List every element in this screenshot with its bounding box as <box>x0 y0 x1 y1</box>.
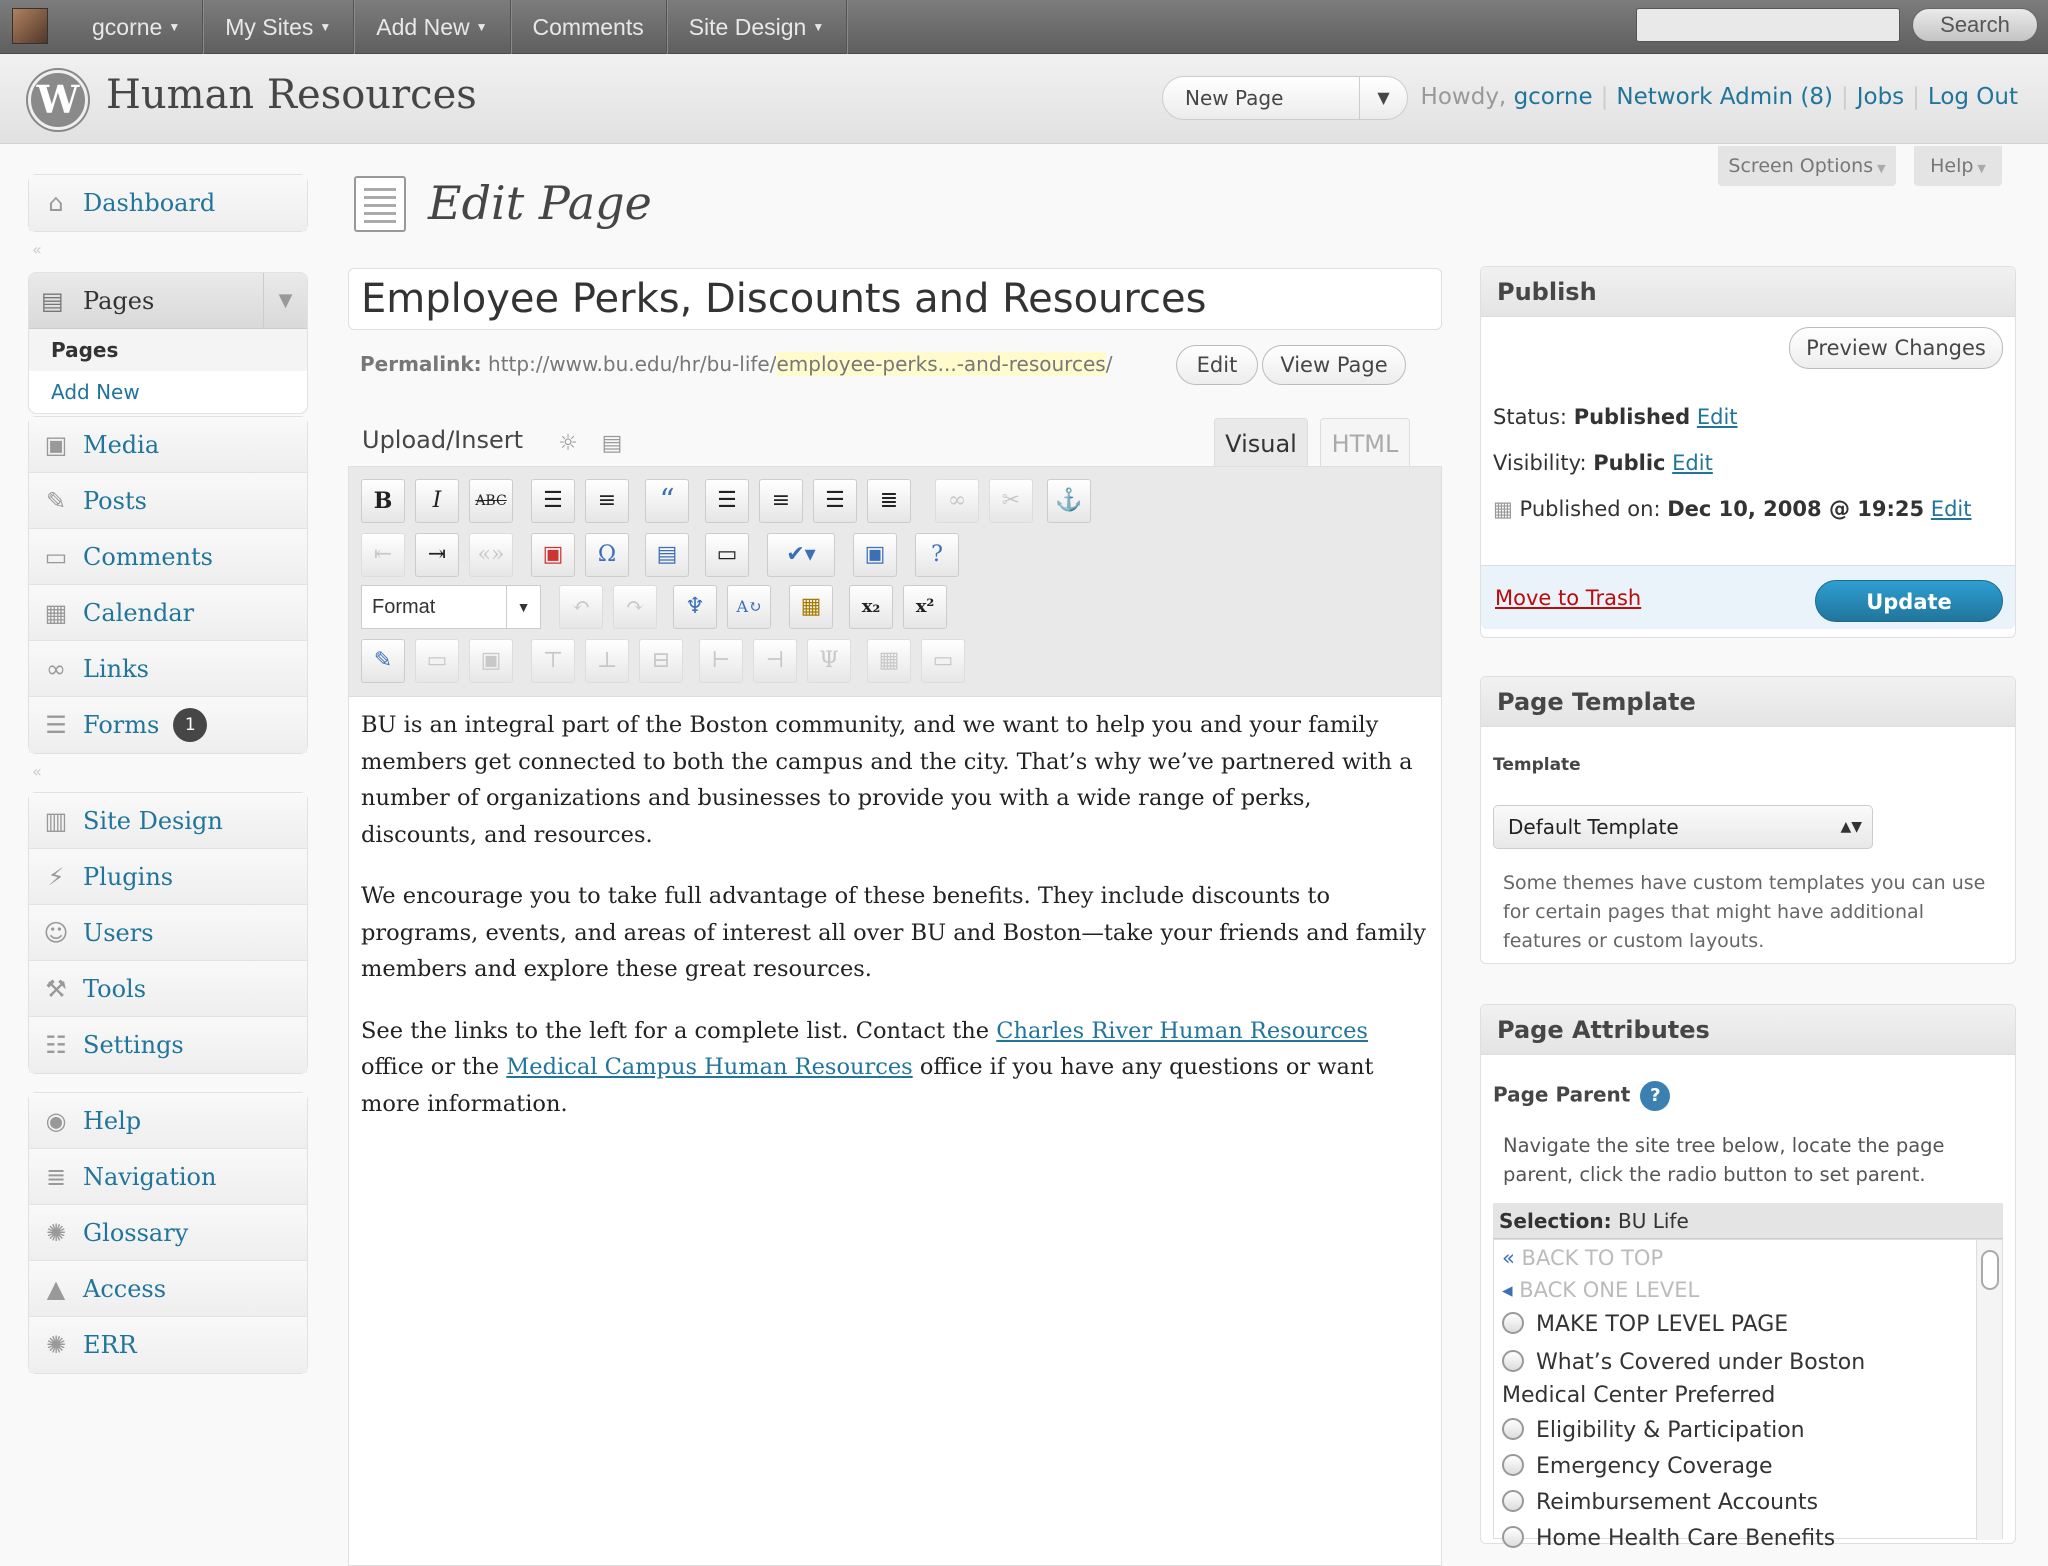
sidebar-item-label: Settings <box>83 1031 184 1059</box>
paste-text-icon[interactable]: ▦ <box>789 585 833 629</box>
page-parent-description: Navigate the site tree below, locate the page parent, click the radio button to set parent. <box>1503 1134 1945 1186</box>
sidebar-item-comments[interactable] <box>29 529 307 585</box>
help-tab-label: Help <box>1930 155 1974 177</box>
submenu-toggle-icon[interactable]: ▼ <box>263 273 307 329</box>
tools-icon: ⚒ <box>45 974 67 1003</box>
sidebar-group-content <box>28 416 308 754</box>
admin-bar-my-sites[interactable] <box>203 0 354 54</box>
admin-bar-my-sites-label: My Sites <box>225 14 314 40</box>
radio-button[interactable] <box>1502 1350 1524 1372</box>
caret-down-icon: ▼ <box>1977 162 1986 175</box>
pin-icon: ✎ <box>45 486 67 515</box>
delete-col-icon[interactable]: Ψ <box>807 639 851 683</box>
content-paragraph <box>361 1013 1431 1123</box>
sidebar-item-err[interactable] <box>29 1317 307 1373</box>
sidebar-item-tools[interactable] <box>29 961 307 1017</box>
strikethrough-icon[interactable]: ABC <box>469 479 513 523</box>
separator: | <box>1600 84 1609 110</box>
lock-icon: ▲ <box>46 1274 66 1303</box>
format-select[interactable] <box>361 585 541 629</box>
tree-scrollbar[interactable] <box>1976 1240 2002 1540</box>
page-title: Edit Page <box>428 176 652 230</box>
content-text: office if you have any questions or want more information. <box>361 1054 1374 1117</box>
sidebar-item-label: Forms <box>83 711 160 739</box>
page-break-icon[interactable]: ▭ <box>705 533 749 577</box>
align-left-icon[interactable]: ☰ <box>705 479 749 523</box>
user-info <box>1421 84 2018 110</box>
publish-actions <box>1481 565 2015 629</box>
sidebar-item-users[interactable] <box>29 905 307 961</box>
page-parent-text: Page Parent <box>1493 1082 1631 1107</box>
subscript-icon[interactable]: x₂ <box>849 585 893 629</box>
double-arrow-left-icon: « <box>1502 1246 1515 1270</box>
selection-label: Selection: <box>1499 1209 1612 1233</box>
tree-item[interactable] <box>1502 1490 1818 1515</box>
sidebar-subitem-add-new[interactable]: Add New <box>29 371 307 413</box>
sidebar-item-label: Plugins <box>83 862 174 891</box>
view-page-button[interactable]: View Page <box>1262 345 1406 385</box>
split-cells-icon[interactable]: ▦ <box>867 639 911 683</box>
admin-bar-comments[interactable] <box>511 0 667 54</box>
sidebar-item-glossary[interactable] <box>29 1205 307 1261</box>
align-justify-icon[interactable]: ≣ <box>867 479 911 523</box>
cite-icon[interactable]: «» <box>469 533 513 577</box>
published-on-row <box>1493 497 1971 521</box>
charles-river-hr-link[interactable]: Charles River Human Resources <box>996 1017 1368 1044</box>
tree-item-label: Eligibility & Participation <box>1536 1418 1805 1443</box>
dropdown-arrow-icon[interactable]: ▼ <box>1359 77 1407 119</box>
sidebar-item-navigation[interactable] <box>29 1149 307 1205</box>
edit-date-link[interactable]: Edit <box>1930 497 1972 521</box>
sidebar-item-label: Media <box>83 430 160 459</box>
merge-cells-icon[interactable]: ▭ <box>921 639 965 683</box>
insert-row-after-icon[interactable]: ⊥ <box>585 639 629 683</box>
preview-changes-button[interactable]: Preview Changes <box>1789 327 2003 369</box>
sidebar-item-label: Site Design <box>83 806 223 835</box>
admin-bar-search-button[interactable]: Search <box>1912 8 2038 42</box>
upload-insert-label: Upload/Insert <box>362 426 524 454</box>
sidebar-item-help[interactable] <box>29 1093 307 1149</box>
sidebar-item-site-design[interactable] <box>29 793 307 849</box>
insert-col-after-icon[interactable]: ⊣ <box>753 639 797 683</box>
admin-bar-user-label: gcorne <box>92 14 163 40</box>
wordpress-logo-icon: W <box>28 70 88 130</box>
italic-icon[interactable]: I <box>415 479 459 523</box>
user-avatar[interactable] <box>12 8 48 44</box>
sidebar-item-pages[interactable] <box>29 273 307 329</box>
permalink-slug[interactable]: employee-perks...-and-resources <box>776 352 1106 376</box>
user-profile-link[interactable]: gcorne <box>1513 84 1593 110</box>
calendar-icon: ▦ <box>44 598 68 627</box>
radio-button[interactable] <box>1502 1526 1524 1548</box>
table-row-props-icon[interactable]: ▭ <box>415 639 459 683</box>
page-attributes-box <box>1480 1004 2016 1551</box>
admin-bar-add-new[interactable] <box>354 0 510 54</box>
find-icon[interactable]: ♆ <box>673 585 717 629</box>
settings-icon: ☷ <box>45 1031 67 1059</box>
align-right-icon[interactable]: ☰ <box>813 479 857 523</box>
caret-down-icon: ▼ <box>1877 162 1886 175</box>
collapse-arrow-icon[interactable]: « <box>32 240 42 259</box>
sidebar-item-label: Dashboard <box>83 189 216 217</box>
editor <box>348 466 1442 1566</box>
permalink <box>360 352 1112 376</box>
tree-item-label: MAKE TOP LEVEL PAGE <box>1536 1312 1789 1337</box>
sidebar-item-label: Access <box>83 1274 167 1303</box>
published-label: Published on: <box>1519 497 1661 521</box>
calendar-icon: ▦ <box>1493 497 1513 521</box>
add-media-icon[interactable]: ☼ <box>558 431 578 456</box>
back-to-top-label: BACK TO TOP <box>1521 1246 1664 1270</box>
visibility-row <box>1493 451 1713 475</box>
page-parent-label <box>1493 1081 1670 1111</box>
template-selected-value: Default Template <box>1508 815 1679 839</box>
screen-options-button[interactable] <box>1718 146 1896 186</box>
help-tab-button[interactable] <box>1914 146 2002 186</box>
glossary-icon: ✺ <box>45 1218 67 1247</box>
sidebar-item-label: Help <box>83 1106 142 1135</box>
permalink-base: http://www.bu.edu/hr/bu-life/ <box>488 352 777 376</box>
sidebar-item-plugins[interactable] <box>29 849 307 905</box>
admin-bar <box>0 0 2048 54</box>
caret-down-icon: ▼ <box>812 20 825 34</box>
admin-bar-search-input[interactable] <box>1636 8 1900 42</box>
sidebar-item-dashboard[interactable] <box>29 175 307 231</box>
page-template-box-title[interactable]: Page Template <box>1481 677 2015 727</box>
sidebar-subitem-pages[interactable]: Pages <box>29 329 307 371</box>
numbered-list-icon[interactable]: ≡ <box>585 479 629 523</box>
publish-box <box>1480 266 2016 638</box>
caret-down-icon: ▼ <box>319 20 332 34</box>
tab-html[interactable]: HTML <box>1320 418 1410 468</box>
sidebar-item-label: Calendar <box>83 598 195 627</box>
spellcheck-icon[interactable]: ✔▾ <box>767 533 835 577</box>
insert-more-icon[interactable]: ▤ <box>645 533 689 577</box>
selection-value: BU Life <box>1618 1209 1689 1233</box>
sidebar-item-label: Glossary <box>83 1218 189 1247</box>
comment-icon: ▭ <box>44 542 68 571</box>
status-row <box>1493 405 1738 429</box>
sidebar-item-label: Posts <box>83 486 147 515</box>
favorite-actions-dropdown[interactable] <box>1162 76 1408 120</box>
sidebar-item-label: Comments <box>83 542 213 571</box>
radio-button[interactable] <box>1502 1490 1524 1512</box>
content-text: See the links to the left for a complete list. Contact the <box>361 1017 997 1044</box>
tree-item-label: Emergency Coverage <box>1536 1454 1773 1479</box>
sidebar-item-access[interactable] <box>29 1261 307 1317</box>
sidebar-item-label: Pages <box>83 286 155 315</box>
screen-options-label: Screen Options <box>1728 155 1874 177</box>
sidebar-item-label: Tools <box>83 974 147 1003</box>
select-arrows-icon: ▲▼ <box>1840 819 1862 835</box>
sidebar-item-posts[interactable] <box>29 473 307 529</box>
site-header <box>0 54 2048 144</box>
separator: | <box>1912 84 1920 110</box>
move-to-trash-link[interactable]: Move to Trash <box>1495 586 1642 610</box>
permalink-tail: / <box>1105 352 1113 376</box>
plugin-icon: ⚡ <box>47 862 65 891</box>
sidebar-item-label: Users <box>83 918 154 947</box>
permalink-label: Permalink: <box>360 352 482 376</box>
separator: | <box>1840 84 1849 110</box>
add-form-icon[interactable]: ▤ <box>601 431 623 456</box>
tree-item[interactable] <box>1502 1346 1922 1412</box>
paste-word-icon[interactable]: ▣ <box>531 533 575 577</box>
back-one-level-link[interactable] <box>1502 1278 1699 1302</box>
edit-page-icon <box>354 176 406 232</box>
sidebar-group-pages <box>28 272 308 414</box>
blockquote-icon[interactable]: “ <box>645 479 689 523</box>
align-center-icon[interactable]: ≡ <box>759 479 803 523</box>
dropdown-arrow-icon: ▼ <box>506 586 540 628</box>
jobs-link[interactable]: Jobs <box>1856 84 1905 110</box>
admin-bar-menu <box>70 0 847 54</box>
insert-row-before-icon[interactable]: ⊤ <box>531 639 575 683</box>
edit-permalink-button[interactable]: Edit <box>1176 345 1258 385</box>
special-character-icon[interactable]: Ω <box>585 533 629 577</box>
howdy-text: Howdy, <box>1420 84 1507 110</box>
tree-item-label: Reimbursement Accounts <box>1536 1490 1819 1515</box>
content-paragraph: BU is an integral part of the Boston community, and we want to help you and your family members get connected to both the campus and the city. That’s why we’ve partnered with a number of organizations and businesses to provide you with a wide range of perks, discounts, and resources. <box>361 712 1413 848</box>
site-title[interactable]: Human Resources <box>106 72 477 118</box>
redo-icon[interactable]: ↷ <box>613 585 657 629</box>
post-title-input[interactable]: Employee Perks, Discounts and Resources <box>348 268 1442 330</box>
tree-item-label: What’s Covered under Boston Medical Center Preferred <box>1502 1350 1866 1408</box>
status-value: Published <box>1573 405 1691 429</box>
undo-icon[interactable]: ↶ <box>559 585 603 629</box>
edit-table-icon[interactable]: ✎ <box>361 639 405 683</box>
navigation-icon: ≣ <box>45 1162 67 1191</box>
bold-icon[interactable]: B <box>361 479 405 523</box>
tab-visual[interactable]: Visual <box>1214 418 1308 468</box>
visibility-label: Visibility: <box>1493 451 1587 475</box>
selection-bar <box>1493 1203 2003 1239</box>
radio-button[interactable] <box>1502 1418 1524 1440</box>
network-admin-link[interactable]: Network Admin (8) <box>1616 84 1833 110</box>
sidebar-item-label: Links <box>83 654 149 683</box>
sidebar-item-settings[interactable] <box>29 1017 307 1073</box>
tree-item[interactable] <box>1502 1312 1788 1337</box>
table-cell-props-icon[interactable]: ▣ <box>469 639 513 683</box>
sidebar-item-label: Navigation <box>83 1162 217 1191</box>
bullet-list-icon[interactable]: ☰ <box>531 479 575 523</box>
visibility-value: Public <box>1593 451 1666 475</box>
media-icon: ▣ <box>44 430 68 459</box>
arrow-left-icon: ◂ <box>1502 1278 1513 1302</box>
publish-box-title[interactable]: Publish <box>1481 267 2015 317</box>
radio-button[interactable] <box>1502 1312 1524 1334</box>
sidebar-group-dashboard <box>28 174 308 232</box>
sidebar-group-extra <box>28 1092 308 1374</box>
forms-icon: ☰ <box>45 711 67 739</box>
site-tree <box>1493 1239 2003 1551</box>
help-icon[interactable]: ? <box>915 533 959 577</box>
caret-down-icon: ▼ <box>168 20 181 34</box>
log-out-link[interactable]: Log Out <box>1927 84 2018 110</box>
sidebar-item-forms[interactable] <box>29 697 307 753</box>
admin-bar-user[interactable] <box>70 0 203 54</box>
question-icon[interactable]: ? <box>1640 1081 1670 1111</box>
edit-status-link[interactable]: Edit <box>1696 405 1738 429</box>
new-page-label: New Page <box>1185 86 1284 110</box>
indent-icon[interactable]: ⇥ <box>415 533 459 577</box>
template-select[interactable] <box>1493 805 1873 849</box>
tree-item-label: Home Health Care Benefits <box>1536 1526 1836 1551</box>
admin-bar-comments-label: Comments <box>532 14 644 40</box>
tree-item[interactable] <box>1502 1418 1805 1443</box>
sidebar-item-links[interactable] <box>29 641 307 697</box>
fullscreen-icon[interactable]: ▣ <box>853 533 897 577</box>
admin-bar-site-design[interactable] <box>667 0 848 54</box>
users-icon: ☺ <box>43 918 69 947</box>
scrollbar-thumb[interactable] <box>1981 1250 1999 1290</box>
caret-down-icon: ▼ <box>475 20 488 34</box>
tree-item[interactable] <box>1502 1454 1772 1479</box>
template-description: Some themes have custom templates you can use for certain pages that might have additional features or custom layouts. <box>1503 872 1986 952</box>
format-select-label: Format <box>372 596 436 618</box>
unlink-icon[interactable]: ✂ <box>989 479 1033 523</box>
layout-icon: ▥ <box>44 806 68 835</box>
insert-col-before-icon[interactable]: ⊢ <box>699 639 743 683</box>
back-to-top-link[interactable] <box>1502 1246 1663 1270</box>
help-icon: ◉ <box>45 1106 67 1135</box>
pages-icon: ▤ <box>41 286 64 315</box>
outdent-icon[interactable]: ⇤ <box>361 533 405 577</box>
sidebar-group-admin <box>28 792 308 1074</box>
err-icon: ✺ <box>45 1331 67 1359</box>
medical-campus-hr-link[interactable]: Medical Campus Human Resources <box>506 1054 913 1080</box>
home-icon: ⌂ <box>48 189 64 217</box>
content-paragraph: We encourage you to take full advantage of these benefits. They include discounts to programs, events, and areas of interest all over BU and Boston—take your friends and family members and explore these great resources. <box>361 883 1426 982</box>
sidebar-item-calendar[interactable] <box>29 585 307 641</box>
sidebar-item-label: ERR <box>83 1331 137 1359</box>
page-attributes-box-title[interactable]: Page Attributes <box>1481 1005 2015 1055</box>
admin-bar-add-new-label: Add New <box>376 14 470 40</box>
template-label: Template <box>1493 755 1581 775</box>
status-label: Status: <box>1493 405 1567 429</box>
edit-visibility-link[interactable]: Edit <box>1672 451 1713 475</box>
update-button[interactable]: Update <box>1815 580 2003 622</box>
published-value: Dec 10, 2008 @ 19:25 <box>1667 497 1925 521</box>
page-template-box <box>1480 676 2016 964</box>
replace-icon[interactable]: A↻ <box>727 585 771 629</box>
admin-bar-site-design-label: Site Design <box>688 14 807 40</box>
forms-count-badge: 1 <box>173 708 207 742</box>
editor-toolbar <box>349 467 1441 697</box>
link-icon[interactable]: ∞ <box>935 479 979 523</box>
sidebar-item-media[interactable] <box>29 417 307 473</box>
radio-button[interactable] <box>1502 1454 1524 1476</box>
content-text: office or the <box>361 1054 507 1080</box>
link-icon: ∞ <box>46 654 66 683</box>
back-one-level-label: BACK ONE LEVEL <box>1519 1278 1700 1302</box>
tree-item[interactable] <box>1502 1526 1835 1551</box>
delete-row-icon[interactable]: ⊟ <box>639 639 683 683</box>
superscript-icon[interactable]: x² <box>903 585 947 629</box>
collapse-arrow-icon[interactable]: « <box>32 762 42 781</box>
editor-content[interactable] <box>361 707 1431 1147</box>
anchor-icon[interactable]: ⚓ <box>1047 479 1091 523</box>
